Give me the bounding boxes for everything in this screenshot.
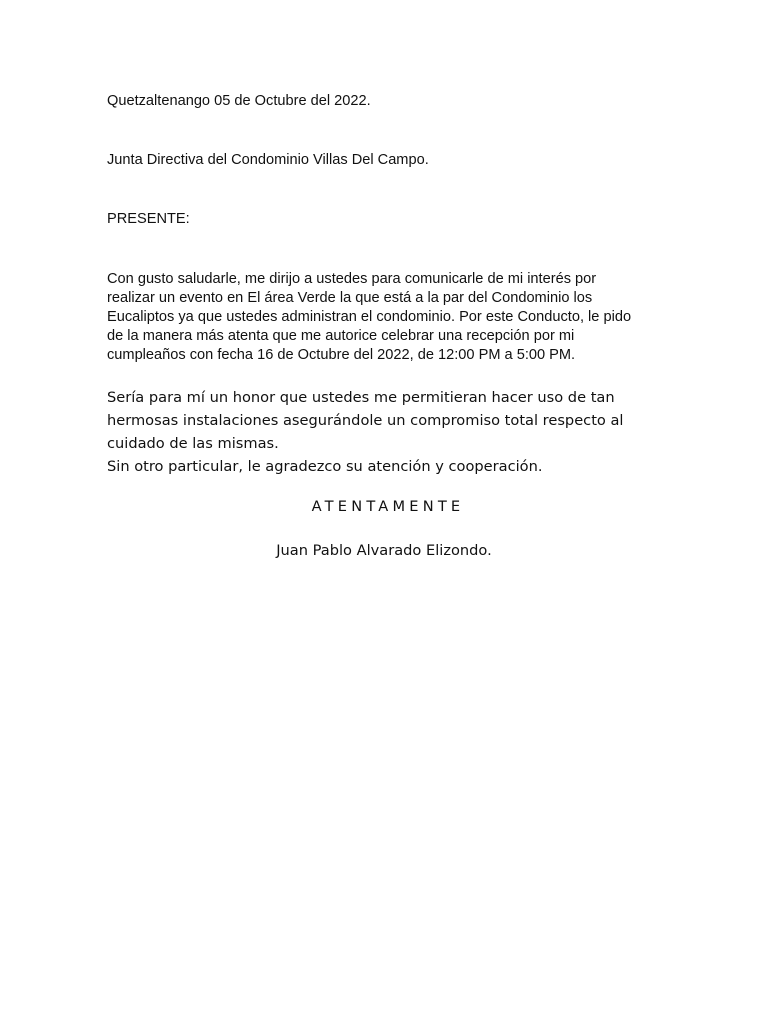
salutation: PRESENTE:: [107, 211, 190, 227]
paragraph-line: realizar un evento en El área Verde la que está a la par del Condominio los: [107, 290, 593, 306]
recipient: Junta Directiva del Condominio Villas Del Campo.: [107, 152, 429, 168]
paragraph-line: de la manera más atenta que me autorice celebrar una recepción por mi: [107, 328, 575, 344]
paragraph-line: cumpleaños con fecha 16 de Octubre del 2022, de 12:00 PM a 5:00 PM.: [107, 347, 576, 363]
paragraph-line: cuidado de las mismas.: [107, 435, 279, 452]
place-date: Quetzaltenango 05 de Octubre del 2022.: [107, 93, 371, 109]
paragraph-line: hermosas instalaciones asegurándole un compromiso total respecto al: [107, 412, 624, 429]
paragraph-line: Con gusto saludarle, me dirijo a ustedes para comunicarle de mi interés por: [107, 271, 597, 287]
paragraph-line: Sin otro particular, le agradezco su atención y cooperación.: [107, 458, 543, 475]
paragraph-line: Sería para mí un honor que ustedes me permitieran hacer uso de tan: [107, 389, 615, 406]
paragraph-line: Eucaliptos ya que ustedes administran el condominio. Por este Conducto, le pido: [107, 309, 632, 325]
closing: ATENTAMENTE: [311, 498, 465, 515]
signature-name: Juan Pablo Alvarado Elizondo.: [276, 542, 492, 559]
